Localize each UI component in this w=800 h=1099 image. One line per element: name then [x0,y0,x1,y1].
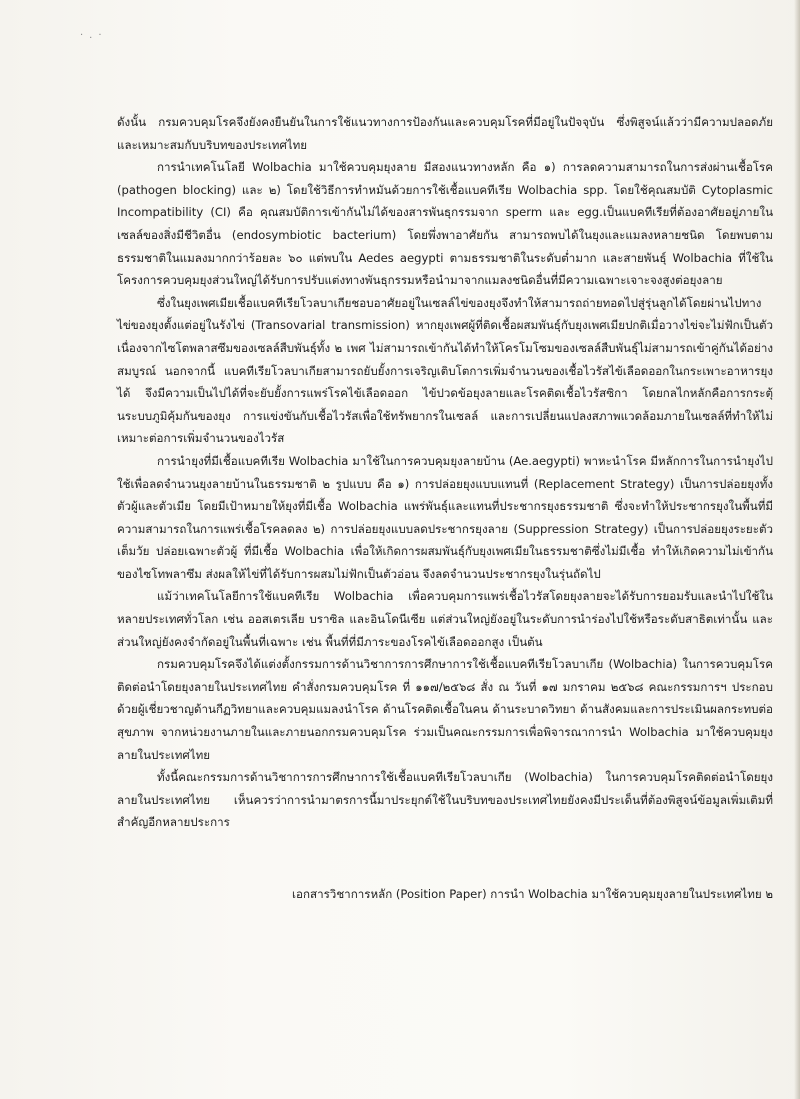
paragraph-transovarial-transmission: ซึ่งในยุงเพศเมียเชื้อแบคทีเรียโวลบาเกียชอบอาศัยอยู่ในเซลล์ไข่ของยุงจึงทำให้สามารถถ่ายทอดไปสู่รุ่นลูกได้โดยผ่านไปทางไข่ของยุงตั้งแต่อยู่ในรังไข่ (Transovarial transmission) หากยุงเพศผู้ที่ติดเชื้อผสมพันธุ์กับยุงเพศเมียปกติเมื่อวางไข่จะไม่ฟักเป็นตัว เนื่องจากไซโตพลาสซึมของเซลล์สืบพันธุ์ทั้ง ๒ เพศ ไม่สามารถเข้ากันได้ทำให้โครโมโซมของเซลล์สืบพันธุ์ไม่สามารถเข้าคู่กันได้อย่างสมบูรณ์ นอกจากนี้ แบคทีเรียโวลบาเกียสามารถยับยั้งการเจริญเติบโตการเพิ่มจำนวนของเชื้อไวรัสไข้เลือดออกในกระเพาะอาหารยุงได้ จึงมีความเป็นไปได้ที่จะยับยั้งการแพร่โรคไข้เลือดออก ไข้ปวดข้อยุงลายและโรคติดเชื้อไวรัสซิกา โดยกลไกหลักคือการกระตุ้นระบบภูมิคุ้มกันของยุง การแข่งขันกับเชื้อไวรัสเพื่อใช้ทรัพยากรในเซลล์ และการเปลี่ยนแปลงสภาพแวดล้อมภายในเซลล์ที่ทำให้ไม่เหมาะต่อการเพิ่มจำนวนของไวรัส [117,295,773,446]
paragraph-conclusion: ดังนั้น กรมควบคุมโรคจึงยังคงยืนยันในการใช้แนวทางการป้องกันและควบคุมโรคที่มีอยู่ในปัจจุบัน ซึ่งพิสูจน์แล้วว่ามีความปลอดภัยและเหมาะสมกับบริบทของประเทศไทย [117,115,773,152]
page-footer: เอกสารวิชาการหลัก (Position Paper) การนำ Wolbachia มาใช้ควบคุมยุงลายในประเทศไทย ๒ [292,887,773,901]
paragraph-release-strategies: การนำยุงที่มีเชื้อแบคทีเรีย Wolbachia มาใช้ในการควบคุมยุงลายบ้าน (Ae.aegypti) พาหะนำโรค มีหลักการในการนำยุงไปใช้เพื่อลดจำนวนยุงลายบ้านในธรรมชาติ ๒ รูปแบบ คือ ๑) การปล่อยยุงแบบแทนที่ (Replacement Strategy) เป็นการปล่อยยุงทั้งตัวผู้และตัวเมีย โดยมีเป้าหมายให้ยุงที่มีเชื้อ Wolbachia แพร่พันธุ์และแทนที่ประชากรยุงธรรมชาติ ซึ่งจะทำให้ประชากรยุงในพื้นที่มีความสามารถในการแพร่เชื้อโรคลดลง ๒) การปล่อยยุงแบบลดประชากรยุงลาย (Suppression Strategy) เป็นการปล่อยยุงระยะตัวเต็มวัย ปล่อยเฉพาะตัวผู้ ที่มีเชื้อ Wolbachia เพื่อให้เกิดการผสมพันธุ์กับยุงเพศเมียในธรรมชาติซึ่งไม่มีเชื้อ ทำให้เกิดความไม่เข้ากันของไซโทพลาซึม ส่งผลให้ไข่ที่ได้รับการผสมไม่ฟักเป็นตัวอ่อน จึงลดจำนวนประชากรยุงในรุ่นถัดไป [117,453,773,581]
paragraph-committee: กรมควบคุมโรคจึงได้แต่งตั้งกรรมการด้านวิชาการการศึกษาการใช้เชื้อแบคทีเรียโวลบาเกีย (Wolbachia) ในการควบคุมโรคติดต่อนำโดยยุงลายในประเทศไทย คำสั่งกรมควบคุมโรค ที่ ๑๑๗/๒๕๖๘ สั่ง ณ วันที่ ๑๗ มกราคม ๒๕๖๘ คณะกรรมการฯ ประกอบด้วยผู้เชี่ยวชาญด้านกีฏวิทยาและควบคุมแมลงนำโรค ด้านโรคติดเชื้อในคน ด้านระบาดวิทยา ด้านสังคมและการประเมินผลกระทบต่อสุขภาพ จากหน่วยงานภายในและภายนอกกรมควบคุมโรค ร่วมเป็นคณะกรรมการเพื่อพิจารณาการนำ Wolbachia มาใช้ควบคุมยุงลายในประเทศไทย [117,657,773,762]
scan-specks: ·.· [80,30,108,41]
paragraph-committee-opinion: ทั้งนี้คณะกรรมการด้านวิชาการการศึกษาการใช้เชื้อแบคทีเรียโวลบาเกีย (Wolbachia) ในการควบคุมโรคติดต่อนำโดยยุงลายในประเทศไทย เห็นควรว่าการนำมาตรการนี้มาประยุกต์ใช้ในบริบทของประเทศไทยยังคงมีประเด็นที่ต้องพิสูจน์ข้อมูลเพิ่มเติมที่สำคัญอีกหลายประการ [117,770,773,830]
page-edge-shadow [794,0,800,1099]
paragraph-global-adoption: แม้ว่าเทคโนโลยีการใช้แบคทีเรีย Wolbachia เพื่อควบคุมการแพร่เชื้อไวรัสโดยยุงลายจะได้รับการยอมรับและนำไปใช้ในหลายประเทศทั่วโลก เช่น ออสเตรเลีย บราซิล และอินโดนีเซีย แต่ส่วนใหญ่ยังอยู่ในระดับการนำร่องไปใช้หรือระดับสาธิตเท่านั้น และส่วนใหญ่ยังคงจำกัดอยู่ในพื้นที่เฉพาะ เช่น พื้นที่ที่มีภาระของโรคไข้เลือดออกสูง เป็นต้น [117,589,773,649]
paragraph-wolbachia-approaches: การนำเทคโนโลยี Wolbachia มาใช้ควบคุมยุงลาย มีสองแนวทางหลัก คือ ๑) การลดความสามารถในการส่งผ่านเชื้อโรค (pathogen blocking) และ ๒) โดยใช้วิธีการทำหมันด้วยการใช้เชื้อแบคทีเรีย Wolbachia spp. โดยใช้คุณสมบัติ Cytoplasmic Incompatibility (CI) คือ คุณสมบัติการเข้ากันไม่ได้ของสารพันธุกรรมจาก sperm และ egg.เป็นแบคทีเรียที่ต้องอาศัยอยู่ภายในเซลล์ของสิ่งมีชีวิตอื่น (endosymbiotic bacterium) โดยพึ่งพาอาศัยกัน สามารถพบได้ในยุงและแมลงหลายชนิด โดยพบตามธรรมชาติในแมลงมากกว่าร้อยละ ๖๐ แต่พบใน Aedes aegypti ตามธรรมชาติในระดับต่ำมาก และสายพันธุ์ Wolbachia ที่ใช้ในโครงการควบคุมยุงส่วนใหญ่ได้รับการปรับแต่งทางพันธุกรรมหรือนำมาจากแมลงชนิดอื่นที่มีความเฉพาะเจาะจงสูงต่อยุงลาย [117,160,773,288]
document-body [117,111,773,834]
